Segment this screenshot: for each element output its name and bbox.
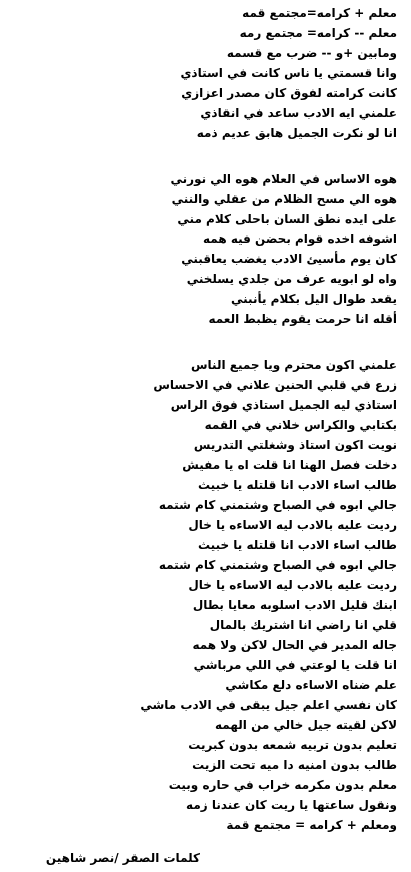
- poem-line: ونقول ساعتها يا ريت كان عندنا زمه: [186, 798, 397, 812]
- poem-line: أقله انا حرمت يقوم يظبط العمه: [208, 312, 397, 326]
- poem-line: انا لو نكرت الجميل هابق عديم ذمه: [196, 126, 397, 140]
- poem-line: طالب بدون امنيه دا ميه تحت الزيت: [192, 758, 397, 772]
- poem-line: وانا قسمتي يا ناس كانت في استاذي: [180, 66, 397, 80]
- poem-line: هوه الي مسح الظلام من عقلي والنني: [171, 192, 397, 206]
- poem-line: نويت اكون استاذ وشغلتي التدريس: [193, 438, 397, 452]
- poem-line: علم ضناه الاساءه دلع مكاشي: [225, 678, 397, 692]
- stanza-2: [2, 169, 397, 329]
- poem-line: دخلت فصل الهنا انا قلت اه يا مفيش: [182, 458, 397, 472]
- stanza-1: [2, 3, 397, 143]
- poem-line: كانت كرامته لفوق كان مصدر اعزازي: [181, 86, 397, 100]
- poem-line: ومابين +و -- ضرب مع قسمه: [226, 46, 397, 60]
- poem-line: استاذي ليه الجميل استاذي فوق الراس: [170, 398, 397, 412]
- poem-line: معلم + كرامه=مجتمع قمه: [242, 6, 397, 20]
- poem-line: طالب اساء الادب انا قلتله يا خبيث: [197, 538, 397, 552]
- poem-line: كان يوم مأسيئ الادب يغضب يعاقبني: [181, 252, 397, 266]
- poem-line: بكتابي والكراس خلاني في القمه: [204, 418, 397, 432]
- poem-line: رديت عليه بالادب ليه الاساءه يا خال: [188, 518, 397, 532]
- poem-line: اشوفه اخده قوام بحضن فيه همه: [203, 232, 397, 246]
- poem-line: جالي ابوه في الصباح وشتمني كام شتمه: [158, 558, 397, 572]
- poem-line: تعليم بدون تربيه شمعه بدون كبريت: [188, 738, 397, 752]
- poem-credit: كلمات الصقر /نصر شاهين: [45, 851, 200, 865]
- poem-line: ومعلم + كرامه = مجتمع قمة: [226, 818, 397, 832]
- poem-line: هوه الاساس في العلام هوه الي نورني: [170, 172, 397, 186]
- poem-line: واه لو ابويه عرف من جلدي يسلخني: [186, 272, 397, 286]
- poem-line: ابنك قليل الادب اسلوبه معايا بطال: [192, 598, 397, 612]
- poem-line: على ايده نطق السان باحلى كلام مني: [177, 212, 397, 226]
- poem-line: معلم بدون مكرمه خراب في حاره وبيت: [168, 778, 397, 792]
- stanza-gap: [2, 329, 397, 355]
- poem-line: معلم -- كرامه= مجتمع رمه: [239, 26, 397, 40]
- poem-line: جاله المدير في الحال لاكن ولا همه: [192, 638, 397, 652]
- poem-line: لاكن لقيته جيل خالي من الهمه: [215, 718, 397, 732]
- poem-line: انا قلت يا لوعتي في اللي مرباشي: [193, 658, 397, 672]
- poem-line: كان نفسي اعلم جيل يبقى في الادب ماشي: [140, 698, 397, 712]
- poem-line: زرع في قلبي الحنين علاني في الاحساس: [153, 378, 397, 392]
- stanza-gap: [2, 143, 397, 169]
- poem-line: طالب اساء الادب انا قلتله يا خبيث: [197, 478, 397, 492]
- poem-line: يقعد طوال اليل بكلام يأنبني: [231, 292, 397, 306]
- poem-line: علمني اكون محترم ويا جميع الناس: [190, 358, 397, 372]
- poem-line: رديت عليه بالادب ليه الاساءه يا خال: [188, 578, 397, 592]
- poem-line: جالي ابوه في الصباح وشتمني كام شتمه: [158, 498, 397, 512]
- poem-body: [2, 3, 397, 835]
- stanza-3: [2, 355, 397, 835]
- poem-line: قلي انا راضي انا اشتريك بالمال: [209, 618, 397, 632]
- poem-line: علمني ايه الادب ساعد في انقاذي: [200, 106, 397, 120]
